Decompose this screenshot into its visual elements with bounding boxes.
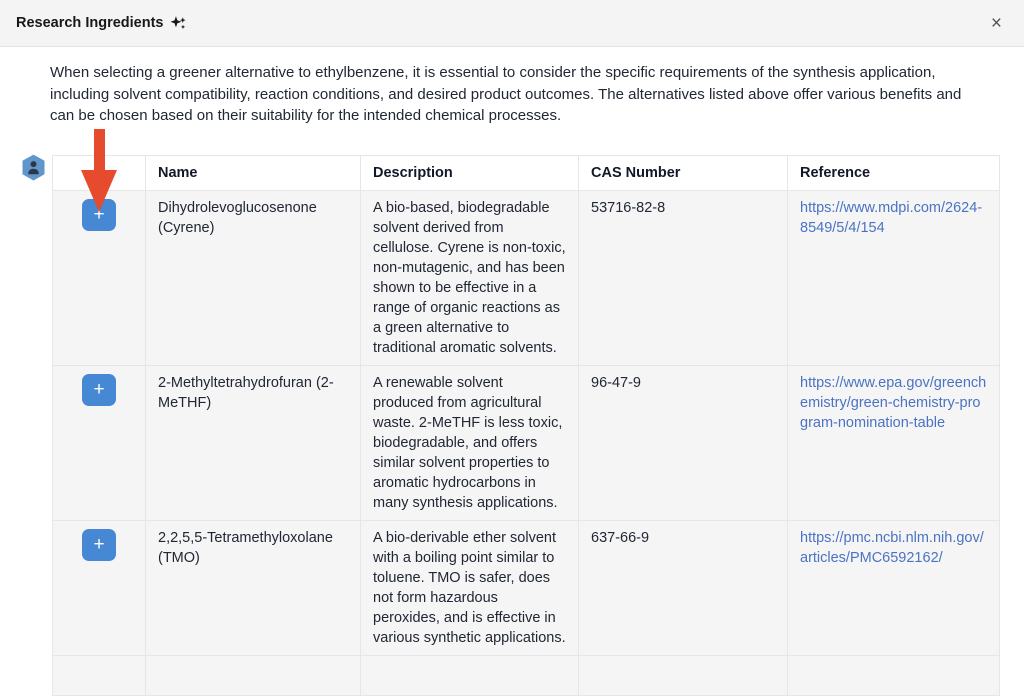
- cas-cell: 53716-82-8: [579, 191, 788, 366]
- red-arrow-shaft: [94, 129, 105, 171]
- cas-cell: 637-66-9: [579, 521, 788, 656]
- ingredients-table: [52, 155, 1000, 696]
- person-hexagon-icon: [22, 154, 45, 181]
- header-description: Description: [361, 156, 579, 191]
- header-reference: Reference: [788, 156, 1000, 191]
- table-header-row: [53, 156, 1000, 191]
- panel-title: Research Ingredients: [16, 15, 164, 31]
- close-button[interactable]: ×: [985, 12, 1008, 35]
- name-cell: Dihydrolevoglucosenone (Cyrene): [146, 191, 361, 366]
- header-name: Name: [146, 156, 361, 191]
- name-cell: 2,2,5,5-Tetramethyloxolane (TMO): [146, 521, 361, 656]
- add-cell: [53, 191, 146, 366]
- reference-link[interactable]: https://pmc.ncbi.nlm.nih.gov/articles/PMC6592162/: [800, 530, 984, 566]
- table-row: [53, 191, 1000, 366]
- reference-cell: [788, 521, 1000, 656]
- description-cell: A bio-derivable ether solvent with a boiling point similar to toluene. TMO is safer, does not form hazardous peroxides, and is effective in various synthetic applications.: [361, 521, 579, 656]
- red-arrow-icon: [81, 170, 117, 212]
- sparkles-icon: [170, 15, 187, 32]
- reference-link[interactable]: https://www.mdpi.com/2624-8549/5/4/154: [800, 200, 983, 236]
- cas-cell: 96-47-9: [579, 366, 788, 521]
- description-cell: A bio-based, biodegradable solvent derived from cellulose. Cyrene is non-toxic, non-mutagenic, and has been shown to be effective in a range of organic reactions as a green alternative to traditional aromatic solvents.: [361, 191, 579, 366]
- add-cell: [53, 521, 146, 656]
- name-cell: 2-Methyltetrahydrofuran (2-MeTHF): [146, 366, 361, 521]
- panel-title-group: [16, 15, 187, 32]
- add-cell: [53, 366, 146, 521]
- table-row: [53, 366, 1000, 521]
- intro-paragraph: When selecting a greener alternative to ethylbenzene, it is essential to consider the specific requirements of the synthesis application, including solvent compatibility, reaction conditions, and desired product outcomes. The alternatives listed above offer various benefits and can be chosen based on their suitability for the intended chemical processes.: [50, 64, 962, 124]
- reference-cell: [788, 191, 1000, 366]
- add-ingredient-button[interactable]: +: [82, 529, 116, 561]
- add-ingredient-button[interactable]: +: [82, 199, 116, 231]
- header-cas-number: CAS Number: [579, 156, 788, 191]
- table-row: [53, 521, 1000, 656]
- table-row-clipped: [53, 656, 1000, 696]
- description-cell: A renewable solvent produced from agricultural waste. 2-MeTHF is less toxic, biodegradable, and offers similar solvent properties to aromatic hydrocarbons in many synthesis applications.: [361, 366, 579, 521]
- add-ingredient-button[interactable]: +: [82, 374, 116, 406]
- reference-cell: [788, 366, 1000, 521]
- reference-link[interactable]: https://www.epa.gov/greenchemistry/green-chemistry-program-nomination-table: [800, 375, 987, 431]
- panel-header: [0, 0, 1024, 47]
